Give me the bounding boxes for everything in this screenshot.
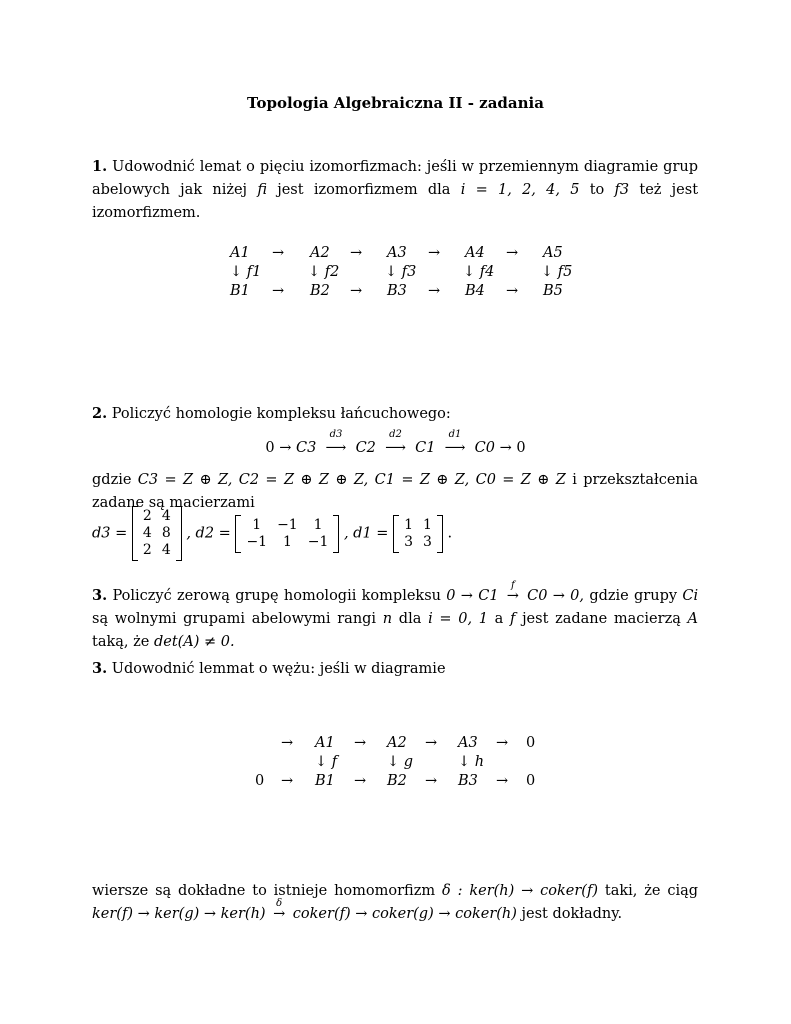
vertical-map: ↓ f2 <box>308 264 340 280</box>
text: Udowodnić lemmat o wężu: jeśli w diagramie <box>111 661 446 677</box>
math: det(A) ≠ 0. <box>153 634 235 650</box>
math: ker(f) → <box>92 906 150 922</box>
snake-lemma-diagram <box>255 735 545 795</box>
text: jest izomorfizmem dla <box>277 182 451 198</box>
math: f3 <box>614 182 630 198</box>
text: też jest izomorfizmem. <box>92 182 699 221</box>
text: taką, że <box>92 634 150 650</box>
vertical-map: ↓ f5 <box>541 264 573 280</box>
matrix-cell: 3 <box>404 533 413 550</box>
text: jest dokładny. <box>521 906 623 922</box>
math: 0 → <box>265 440 292 456</box>
arrow-icon: → <box>281 773 294 789</box>
arrow-icon: → <box>428 283 441 299</box>
math: C0 <box>474 440 495 456</box>
matrix-cell: 1 <box>313 516 323 533</box>
exercise-number: 1. <box>92 158 108 175</box>
arrow-icon: → <box>272 283 285 299</box>
matrix-cell: −1 <box>277 516 298 533</box>
diagram-node: B3 <box>387 283 407 299</box>
labeled-arrow: δ → <box>270 903 288 926</box>
vertical-map: ↓ f <box>315 754 338 770</box>
diagram-node: 0 <box>255 773 265 789</box>
text: dla <box>398 611 422 627</box>
matrix-cell: 4 <box>161 542 171 558</box>
arrow-icon: → <box>281 735 294 751</box>
diagram-node: B2 <box>387 773 407 789</box>
diagram-node: 0 <box>526 735 536 751</box>
text: są wolnymi grupami abelowymi rangi <box>92 611 377 627</box>
math: C3 = Z ⊕ Z, C2 = Z ⊕ Z ⊕ Z, C1 = Z ⊕ Z, C0 = Z ⊕ Z <box>137 472 566 488</box>
matrix-cell: −1 <box>246 533 268 550</box>
arrow-label: δ <box>276 898 283 909</box>
arrow-icon: → <box>496 773 509 789</box>
labeled-arrow: d1 ⟶ <box>440 440 470 456</box>
diagram-node: A2 <box>387 735 407 751</box>
matrix-cell: 1 <box>422 516 432 533</box>
math: , d2 = <box>186 525 231 542</box>
matrix-d1 <box>393 515 443 553</box>
arrow-icon: → <box>425 735 438 751</box>
chain-complex <box>0 429 791 456</box>
labeled-arrow: d3 ⟶ <box>321 440 351 456</box>
text: Udowodnić lemat o pięciu izomorfizmach: jeśli w przemiennym diagramie grup abelowych jak niżej <box>92 159 699 198</box>
arrow-icon: → <box>506 245 519 261</box>
math: d3 = <box>92 525 128 542</box>
math: C1 <box>415 440 436 456</box>
page-title: Topologia Algebraiczna II - zadania <box>247 94 544 112</box>
diagram-node: B2 <box>310 283 330 299</box>
matrix-cell: 1 <box>282 533 292 550</box>
matrix-cell: 2 <box>142 508 152 524</box>
math: i = 0, 1 <box>428 611 488 627</box>
arrow-label: f <box>510 580 515 591</box>
text: taki, że ciąg <box>604 883 699 899</box>
text: Policzyć zerową grupę homologii kompleksu <box>112 588 441 604</box>
matrix-cell: 4 <box>142 525 152 541</box>
five-lemma-diagram <box>230 245 573 305</box>
matrix-cell: 1 <box>404 516 413 533</box>
arrow-icon: → <box>425 773 438 789</box>
arrow-icon: → <box>272 245 285 261</box>
math: Ci <box>682 588 699 604</box>
arrow-icon: → <box>496 735 509 751</box>
labeled-arrow: d2 ⟶ <box>381 440 411 456</box>
matrix-cell: 4 <box>161 508 171 524</box>
diagram-node: B5 <box>543 283 563 299</box>
exercise-4-conclusion <box>92 880 698 926</box>
math: 0 → C1 <box>446 588 499 604</box>
matrix-cell: 1 <box>252 516 262 533</box>
text: jest zadane macierzą <box>522 611 681 627</box>
text: i przekształcenia zadane są macierzami <box>92 472 699 511</box>
text: Policzyć homologie kompleksu łańcuchowego: <box>111 406 451 422</box>
exercise-number: 3. <box>92 587 108 604</box>
arrow-icon: → <box>428 245 441 261</box>
math: , d1 = <box>343 525 389 542</box>
diagram-node: B4 <box>465 283 485 299</box>
math: δ : ker(h) → coker(f) <box>441 883 598 899</box>
math: C3 <box>296 440 317 456</box>
text: to <box>589 182 605 198</box>
exercise-number: 2. <box>92 405 108 422</box>
text: a <box>494 611 504 627</box>
diagram-node: B1 <box>315 773 335 789</box>
arrow-label: d1 <box>448 429 462 440</box>
diagram-node: A5 <box>543 245 563 261</box>
arrow-icon: → <box>506 283 519 299</box>
diagram-node: A2 <box>310 245 330 261</box>
vertical-map: ↓ f4 <box>463 264 495 280</box>
text: . <box>447 525 453 542</box>
matrix-d2 <box>235 515 339 553</box>
diagram-node: B3 <box>458 773 478 789</box>
arrow-icon: → <box>350 283 363 299</box>
text: wiersze są dokładne to istnieje homomorfizm <box>92 883 436 899</box>
matrices-line <box>92 506 452 561</box>
text: gdzie <box>92 472 132 488</box>
exercise-3-text <box>92 580 699 654</box>
matrix-cell: 3 <box>422 533 432 550</box>
math: C0 → 0, <box>527 588 585 604</box>
math: i = 1, 2, 4, 5 <box>460 182 580 198</box>
exercise-2-text <box>92 402 698 426</box>
exercise-number: 3. <box>92 660 108 677</box>
matrix-cell: 8 <box>161 525 171 541</box>
vertical-map: ↓ f1 <box>230 264 262 280</box>
diagram-node: A1 <box>230 245 250 261</box>
diagram-node: A3 <box>458 735 478 751</box>
arrow-label: d3 <box>329 429 343 440</box>
matrix-d3 <box>132 506 182 561</box>
vertical-map: ↓ h <box>458 754 485 770</box>
math: fi <box>257 182 267 198</box>
arrow-label: d2 <box>389 429 402 440</box>
math: n <box>382 611 393 627</box>
vertical-map: ↓ f3 <box>385 264 417 280</box>
text: gdzie grupy <box>589 588 678 604</box>
math: ker(g) → ker(h) <box>154 906 266 922</box>
matrix-cell: 2 <box>142 542 152 558</box>
math: A <box>687 611 699 627</box>
arrow-icon: → <box>354 735 367 751</box>
math: → 0 <box>499 440 526 456</box>
vertical-map: ↓ g <box>387 754 414 770</box>
diagram-node: B1 <box>230 283 250 299</box>
exercise-1-text <box>92 155 698 225</box>
exercise-4-text <box>92 657 698 681</box>
diagram-node: A1 <box>315 735 335 751</box>
math: C2 <box>355 440 376 456</box>
labeled-arrow: f → <box>504 585 522 608</box>
diagram-node: 0 <box>526 773 536 789</box>
math: coker(f) → coker(g) → coker(h) <box>292 906 517 922</box>
arrow-icon: → <box>350 245 363 261</box>
matrix-cell: −1 <box>307 533 329 550</box>
math: f <box>510 611 516 627</box>
arrow-icon: → <box>354 773 367 789</box>
diagram-node: A4 <box>465 245 485 261</box>
diagram-node: A3 <box>387 245 407 261</box>
